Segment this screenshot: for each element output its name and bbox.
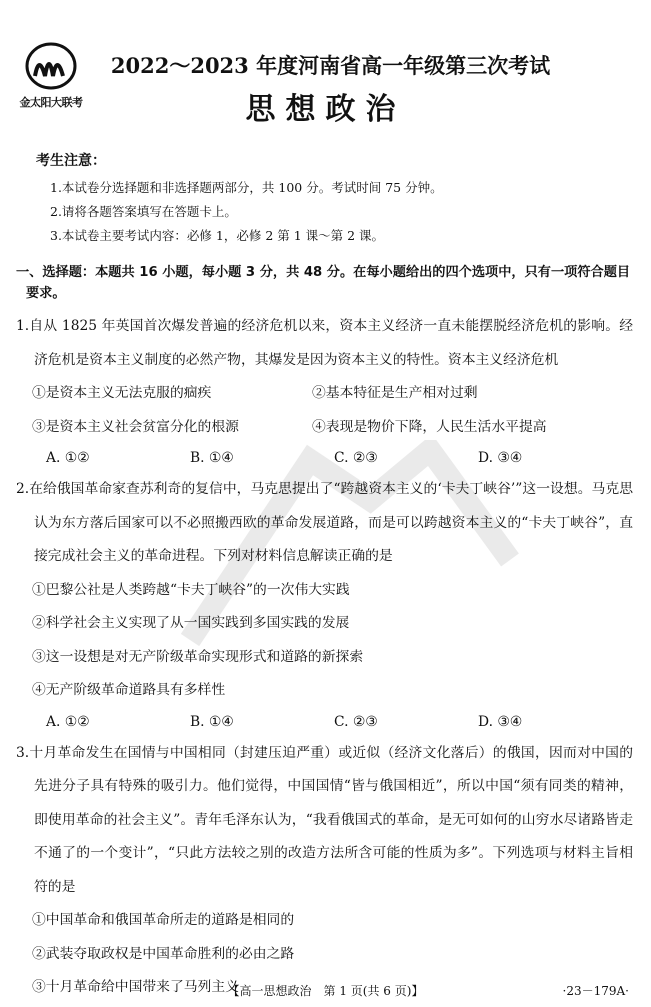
choice-c: C. ②③	[334, 713, 378, 730]
option: ②基本特征是生产相对过剩	[312, 385, 478, 401]
footer-code: ·23－179A·	[562, 984, 629, 998]
option: ③十月革命给中国带来了马列主义	[32, 979, 239, 995]
subject-title: 思想政治	[245, 92, 406, 127]
question-stem-1: 1.自从 1825 年英国首次爆发普遍的经济危机以来，资本主义经济一直未能摆脱经济危机的影响。经济危机是资本主义制度的必然产物，其爆发是因为资本主义的特性。资本主义经济危机	[16, 318, 633, 368]
notice-item: 1.本试卷分选择题和非选择题两部分，共 100 分。考试时间 75 分钟。	[50, 180, 443, 195]
answer-choices	[16, 444, 633, 473]
main-content	[16, 262, 633, 1005]
answer-choices	[16, 708, 633, 737]
choice-a: A. ①②	[46, 450, 90, 466]
exam-title: 2022～2023 年度河南省高一年级第三次考试	[110, 53, 551, 78]
footer-page-info: 【高一思想政治 第 1 页(共 6 页)】	[227, 984, 424, 998]
option: ②武装夺取政权是中国革命胜利的必由之路	[32, 945, 295, 962]
option: ③是资本主义社会贫富分化的根源	[32, 418, 239, 435]
choice-a: A. ①②	[46, 713, 90, 730]
choice-c: C. ②③	[334, 450, 378, 466]
choice-b: B. ①④	[190, 450, 234, 466]
notice-heading: 考生注意：	[36, 153, 106, 169]
question-stem-3: 3.十月革命发生在国情与中国相同（封建压迫严重）或近似（经济文化落后）的俄国，因而对中国的先进分子具有特殊的吸引力。他们觉得，中国国情“皆与俄国相近”，所以中国“须有同类的精神，即使用革命的社会主义”。青年毛泽东认为，“我看俄国式的革命，是无可如何的山穷水尽诸路皆走不通了的一个变计”，“只此方法较之别的改造方法所含可能的性质为多”。下列选项与材料主旨相符的是	[16, 744, 633, 895]
logo-text: 金太阳大联考	[19, 96, 83, 109]
notice-block	[36, 150, 443, 248]
options-row	[16, 411, 633, 445]
choice-b: B. ①④	[190, 713, 234, 730]
section-heading: 一、选择题：本题共 16 小题，每小题 3 分，共 48 分。在每小题给出的四个选项中，只有一项符合题目要求。	[16, 265, 631, 301]
option: ①是资本主义无法克服的痼疾	[32, 385, 212, 401]
choice-d: D. ③④	[478, 713, 523, 730]
question-stem-2: 2.在给俄国革命家查苏利奇的复信中，马克思提出了“跨越资本主义的‘卡夫丁峡谷’”这一设想。马克思认为东方落后国家可以不必照搬西欧的革命发展道路，而是可以跨越资本主义的“卡夫丁峡谷”，直接完成社会主义的革命进程。下列对材料信息解读正确的是	[16, 481, 633, 564]
notice-item: 3.本试卷主要考试内容：必修 1，必修 2 第 1 课～第 2 课。	[50, 228, 385, 243]
option: ④无产阶级革命道路具有多样性	[32, 682, 226, 698]
notice-item: 2.请将各题答案填写在答题卡上。	[50, 204, 237, 219]
option: ②科学社会主义实现了从一国实践到多国实践的发展	[32, 615, 350, 631]
option: ①巴黎公社是人类跨越“卡夫丁峡谷”的一次伟大实践	[32, 581, 350, 598]
options-row	[16, 377, 633, 411]
choice-d: D. ③④	[478, 450, 523, 466]
option: ④表现是物价下降，人民生活水平提高	[312, 418, 547, 435]
option: ①中国革命和俄国革命所走的道路是相同的	[32, 912, 295, 928]
option: ③这一设想是对无产阶级革命实现形式和道路的新探索	[32, 648, 364, 665]
